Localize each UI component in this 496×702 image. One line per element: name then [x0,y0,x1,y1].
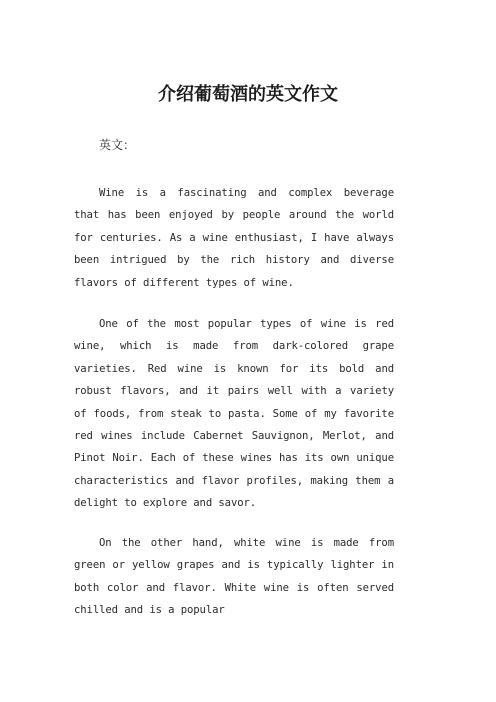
paragraph-1: Wine is a fascinating and complex beverage that has been enjoyed by people around the world for centuries. As a wine enthusiast, I have always been intrigued by the rich history and diverse flavors of different types of wine. [74,187,394,289]
paragraph-3: On the other hand, white wine is made from green or yellow grapes and is typically lighter in both color and flavor. White wine is often served chilled and is a popular [74,537,394,617]
section-label: 英文： [99,138,136,152]
paragraph-2: One of the most popular types of wine is red wine, which is made from dark-colored grape varieties. Red wine is known for its bold and robust flavors, and it pairs well with a variety of foods, from steak to pasta. Some of my favorite red wines include Cabernet Sauvignon, Merlot, and Pinot Noir. Each of these wines has its own unique characteristics and flavor profiles, making them a delight to explore and savor. [74,318,394,510]
document-title: 介绍葡萄酒的英文作文 [158,84,338,105]
